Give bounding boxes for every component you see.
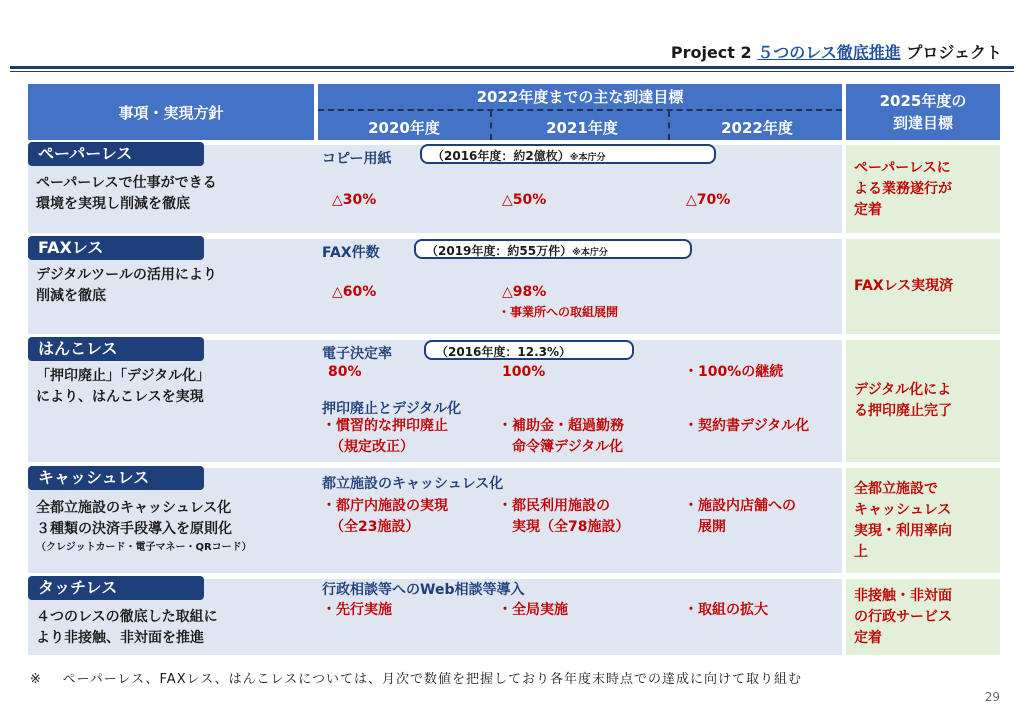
hankoless-2022-action: ・契約書デジタル化 [684, 418, 810, 434]
col-2025-line1: 2025年度の [879, 92, 967, 110]
metric-cashless: 都立施設のキャッシュレス化 [322, 476, 504, 492]
tag-hankoless: はんこレス [28, 337, 204, 361]
desc-faxless: デジタルツールの活用により 削減を徹底 [36, 267, 217, 304]
baseline-hankoless: （2016年度：12.3%） [424, 340, 634, 360]
goal-cashless: 全都立施設で キャッシュレス 実現・利用率向 上 [846, 468, 1000, 573]
metric-touchless: 行政相談等へのWeb相談等導入 [322, 582, 525, 598]
page-header-title [671, 40, 1002, 63]
project-prefix: Project 2 [670, 43, 752, 62]
touchless-2022: ・取組の拡大 [684, 602, 768, 618]
footnote [30, 668, 802, 687]
header-rule-thin [10, 71, 1014, 72]
faxless-2020: △60% [332, 284, 377, 300]
year-2022: 2022年度 [721, 119, 793, 137]
touchless-2020: ・先行実施 [322, 602, 392, 618]
hankoless-2020: 80% [328, 364, 362, 380]
project-suffix: プロジェクト [906, 43, 1002, 62]
touchless-2021: ・全局実施 [498, 602, 568, 618]
hankoless-2021: 100% [502, 364, 546, 380]
cashless-2021: ・都民利用施設の 実現（全78施設） [498, 498, 630, 535]
cashless-2022: ・施設内店舗への 展開 [684, 498, 796, 535]
baseline-paperless: （2016年度：約2億枚）※本庁分 [420, 144, 716, 164]
goal-paperless: ペーパーレスに よる業務遂行が 定着 [846, 145, 1000, 233]
hankoless-2020-action: ・慣習的な押印廃止 （規定改正） [322, 418, 448, 455]
faxless-2021-sub: ・事業所への取組展開 [498, 305, 619, 319]
tag-cashless: キャッシュレス [28, 466, 204, 490]
year-2021: 2021年度 [546, 119, 618, 137]
col-header-target-group [318, 84, 842, 140]
footnote-mark: ※ [30, 672, 42, 687]
tag-touchless: タッチレス [28, 576, 204, 600]
col-2025-line2: 到達目標 [892, 114, 953, 132]
hankoless-2021-action: ・補助金・超過勤務 命令簿デジタル化 [498, 418, 624, 455]
col-header-policy: 事項・実現方針 [28, 84, 314, 140]
metric-faxless: FAX件数 [322, 245, 380, 261]
faxless-2021: △98% [502, 284, 547, 300]
page-number: 29 [984, 690, 1000, 704]
desc-hankoless: 「押印廃止」「デジタル化」 により、はんこレスを実現 [36, 368, 211, 405]
tag-paperless: ペーパーレス [28, 142, 204, 166]
desc-cashless: 全都立施設のキャッシュレス化 ３種類の決済手段導入を原則化 （クレジットカード・電子マネー・QRコード） [36, 500, 252, 553]
target-group-label: 2022年度までの主な到達目標 [476, 88, 684, 106]
goal-hankoless: デジタル化によ る押印廃止完了 [846, 340, 1000, 462]
baseline-faxless: （2019年度：約55万件）※本庁分 [414, 239, 692, 259]
goal-touchless: 非接触・非対面 の行政サービス 定着 [846, 579, 1000, 655]
metric2-hankoless: 押印廃止とデジタル化 [322, 401, 462, 417]
year-divider-2 [668, 111, 670, 140]
paperless-2020: △30% [332, 192, 377, 208]
goal-faxless: FAXレス実現済 [846, 239, 1000, 334]
metric-hankoless: 電子決定率 [322, 346, 392, 362]
year-divider-1 [490, 111, 492, 140]
project-highlight: ５つのレス徹底推進 [757, 43, 901, 62]
tag-faxless: FAXレス [28, 236, 204, 260]
hankoless-2022: ・100%の継続 [684, 364, 784, 380]
header-rule-thick [10, 66, 1014, 69]
target-group-divider [318, 109, 842, 111]
desc-touchless: ４つのレスの徹底した取組に より非接触、非対面を推進 [36, 609, 218, 646]
metric-paperless: コピー用紙 [322, 151, 392, 167]
cashless-2020: ・都庁内施設の実現 （全23施設） [322, 498, 448, 535]
paperless-2022: △70% [686, 192, 731, 208]
paperless-2021: △50% [502, 192, 547, 208]
footnote-text: ペーパーレス、FAXレス、はんこレスについては、月次で数値を把握しており各年度末時点での達成に向けて取り組む [62, 672, 802, 687]
desc-paperless: ペーパーレスで仕事ができる 環境を実現し削減を徹底 [36, 175, 217, 212]
col-header-2025 [846, 84, 1000, 140]
year-2020: 2020年度 [368, 119, 440, 137]
